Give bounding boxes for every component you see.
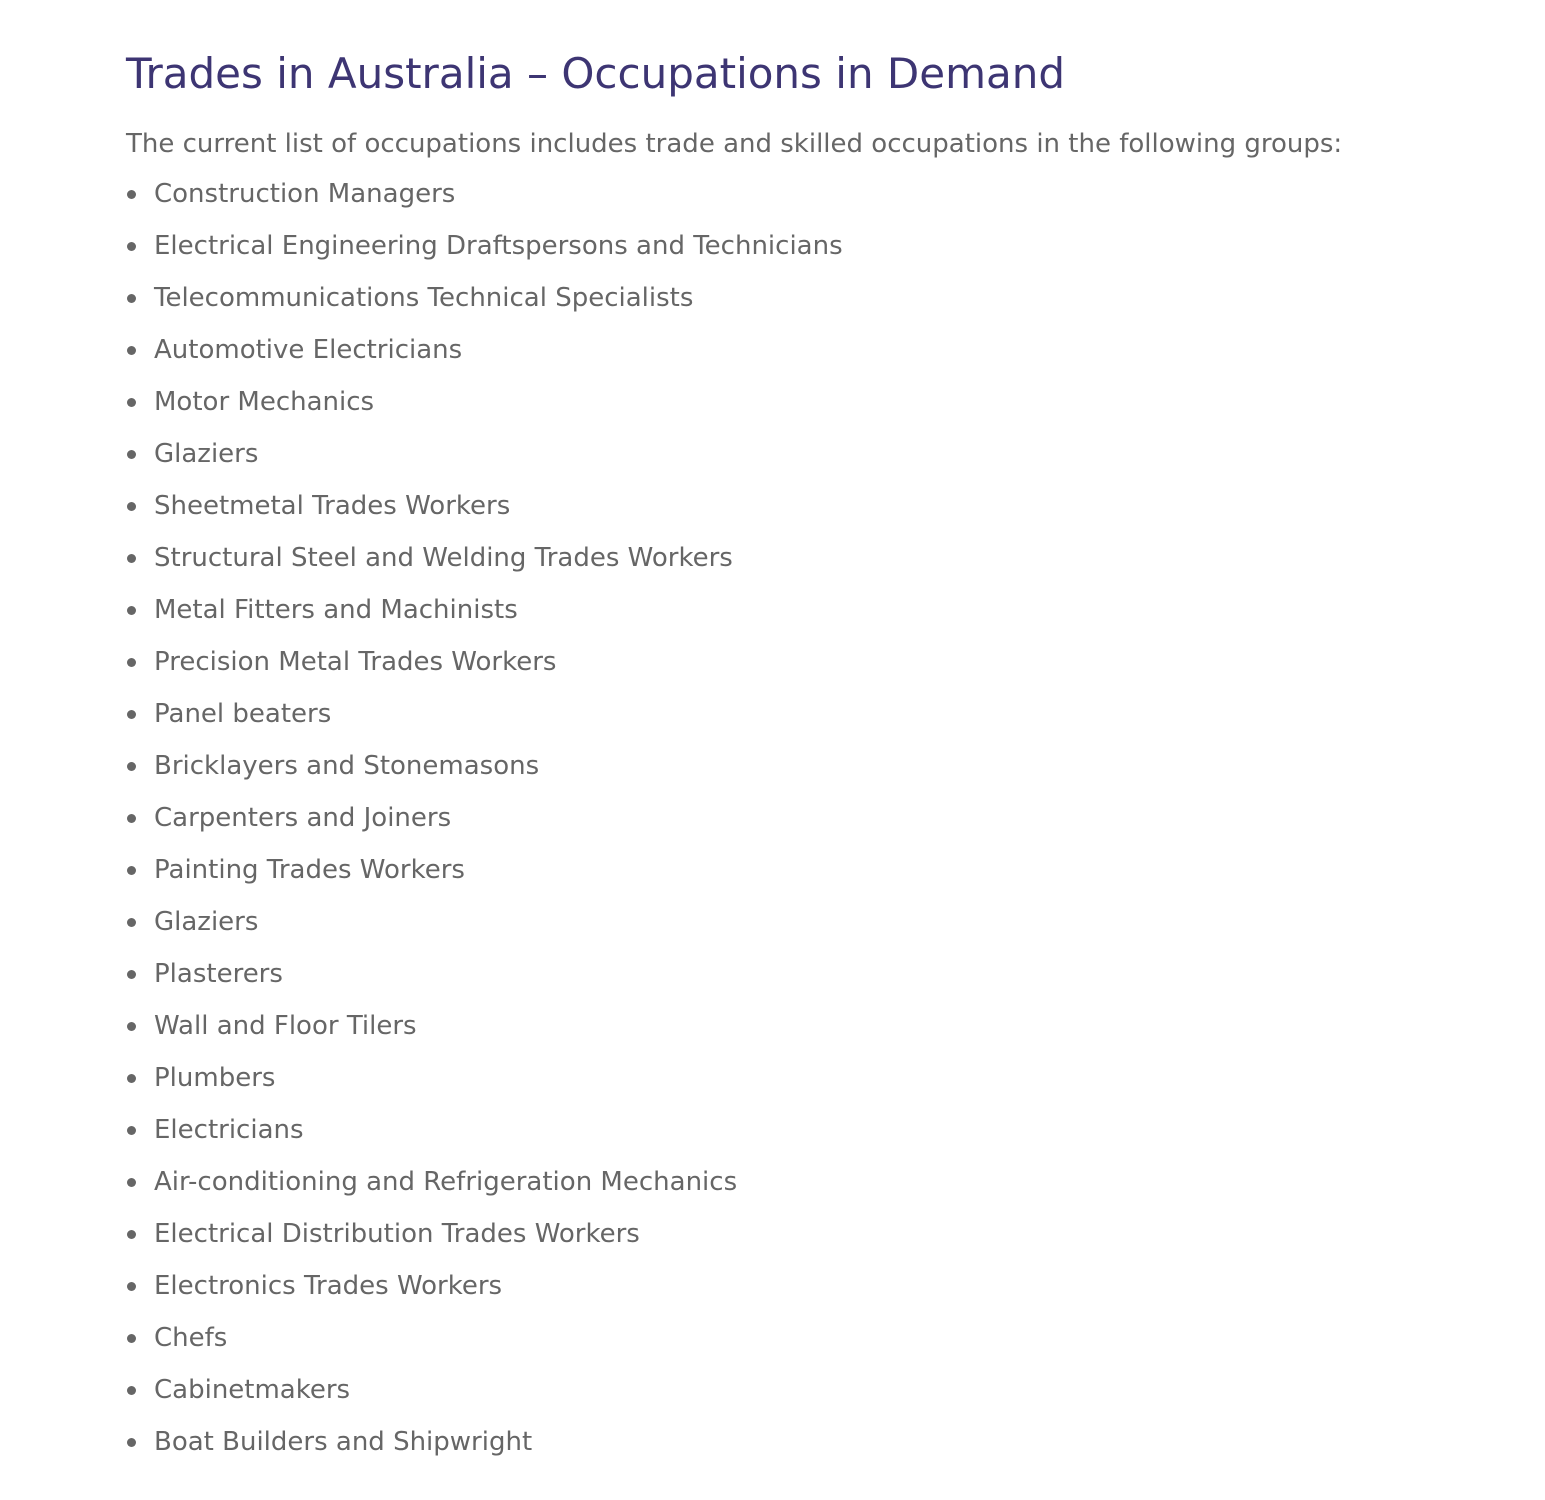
bullet-icon xyxy=(127,1334,136,1343)
occupation-label: Glaziers xyxy=(154,907,259,937)
occupation-label: Structural Steel and Welding Trades Workers xyxy=(154,543,733,573)
list-item xyxy=(126,1052,843,1104)
occupation-label: Air-conditioning and Refrigeration Mechanics xyxy=(154,1167,738,1197)
list-item xyxy=(126,1312,843,1364)
list-item xyxy=(126,1104,843,1156)
occupation-label: Automotive Electricians xyxy=(154,335,463,365)
list-item xyxy=(126,1364,843,1416)
occupation-label: Electrical Engineering Draftspersons and Technicians xyxy=(154,231,843,261)
list-item xyxy=(126,1156,843,1208)
occupation-label: Plasterers xyxy=(154,959,283,989)
occupation-label: Wall and Floor Tilers xyxy=(154,1011,417,1041)
list-item xyxy=(126,896,843,948)
list-item xyxy=(126,844,843,896)
list-item xyxy=(126,168,843,220)
list-item xyxy=(126,792,843,844)
intro-paragraph: The current list of occupations includes trade and skilled occupations in the following groups: xyxy=(126,129,1343,159)
occupation-label: Chefs xyxy=(154,1323,228,1353)
bullet-icon xyxy=(127,814,136,823)
bullet-icon xyxy=(127,1230,136,1239)
occupation-label: Glaziers xyxy=(154,439,259,469)
list-item xyxy=(126,584,843,636)
bullet-icon xyxy=(127,294,136,303)
occupation-label: Carpenters and Joiners xyxy=(154,803,452,833)
bullet-icon xyxy=(127,242,136,251)
bullet-icon xyxy=(127,866,136,875)
bullet-icon xyxy=(127,606,136,615)
bullet-icon xyxy=(127,554,136,563)
bullet-icon xyxy=(127,710,136,719)
bullet-icon xyxy=(127,970,136,979)
occupation-label: Sheetmetal Trades Workers xyxy=(154,491,511,521)
bullet-icon xyxy=(127,190,136,199)
occupation-label: Construction Managers xyxy=(154,179,456,209)
list-item xyxy=(126,1208,843,1260)
list-item xyxy=(126,636,843,688)
bullet-icon xyxy=(127,1022,136,1031)
bullet-icon xyxy=(127,1438,136,1447)
bullet-icon xyxy=(127,1178,136,1187)
bullet-icon xyxy=(127,1126,136,1135)
list-item xyxy=(126,376,843,428)
bullet-icon xyxy=(127,450,136,459)
list-item xyxy=(126,532,843,584)
bullet-icon xyxy=(127,398,136,407)
occupation-label: Panel beaters xyxy=(154,699,332,729)
list-item xyxy=(126,1260,843,1312)
occupation-label: Electrical Distribution Trades Workers xyxy=(154,1219,640,1249)
bullet-icon xyxy=(127,1074,136,1083)
occupation-label: Motor Mechanics xyxy=(154,387,375,417)
bullet-icon xyxy=(127,658,136,667)
list-item xyxy=(126,740,843,792)
occupation-label: Metal Fitters and Machinists xyxy=(154,595,518,625)
occupation-label: Bricklayers and Stonemasons xyxy=(154,751,540,781)
list-item xyxy=(126,324,843,376)
occupation-label: Electricians xyxy=(154,1115,304,1145)
occupation-label: Boat Builders and Shipwright xyxy=(154,1427,533,1457)
bullet-icon xyxy=(127,502,136,511)
list-item xyxy=(126,688,843,740)
bullet-icon xyxy=(127,346,136,355)
list-item xyxy=(126,1416,843,1468)
list-item xyxy=(126,428,843,480)
occupation-label: Telecommunications Technical Specialists xyxy=(154,283,694,313)
bullet-icon xyxy=(127,1282,136,1291)
occupation-label: Cabinetmakers xyxy=(154,1375,351,1405)
list-item xyxy=(126,948,843,1000)
bullet-icon xyxy=(127,762,136,771)
list-item xyxy=(126,272,843,324)
occupation-label: Precision Metal Trades Workers xyxy=(154,647,557,677)
occupation-label: Plumbers xyxy=(154,1063,276,1093)
list-item xyxy=(126,480,843,532)
list-item xyxy=(126,1000,843,1052)
list-item xyxy=(126,220,843,272)
occupation-label: Electronics Trades Workers xyxy=(154,1271,503,1301)
occupation-label: Painting Trades Workers xyxy=(154,855,465,885)
bullet-icon xyxy=(127,918,136,927)
page-title: Trades in Australia – Occupations in Demand xyxy=(126,49,1066,98)
bullet-icon xyxy=(127,1386,136,1395)
occupation-list xyxy=(126,168,843,1468)
